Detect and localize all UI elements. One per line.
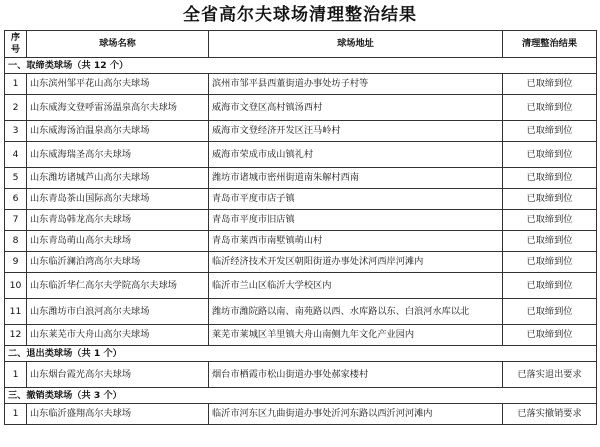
section-row-exit <box>5 346 597 362</box>
cell-result: 已落实退出要求 <box>503 362 597 388</box>
section-label: 三、撤销类球场（共 3 个） <box>5 388 597 404</box>
table-row <box>5 325 597 346</box>
cell-result: 已取缔到位 <box>503 273 597 299</box>
cell-result: 已取缔到位 <box>503 168 597 189</box>
cell-address: 青岛市平度市店子镇 <box>209 189 503 210</box>
cell-no: 8 <box>5 231 27 252</box>
cell-address: 青岛市莱西市南墅镇萌山村 <box>209 231 503 252</box>
header-name: 球场名称 <box>27 31 209 58</box>
cell-result: 已取缔到位 <box>503 142 597 168</box>
cell-address: 威海市荣成市成山镇礼村 <box>209 142 503 168</box>
cell-name: 山东莱芜市大舟山高尔夫球场 <box>27 325 209 346</box>
table-row <box>5 231 597 252</box>
cell-result: 已取缔到位 <box>503 252 597 273</box>
cell-result: 已取缔到位 <box>503 189 597 210</box>
cell-address: 烟台市栖霞市松山街道办事处郝家楼村 <box>209 362 503 388</box>
cell-no: 10 <box>5 273 27 299</box>
cell-no: 7 <box>5 210 27 231</box>
cell-address: 潍坊市潍院路以南、南苑路以西、水库路以东、白浪河水库以北 <box>209 299 503 325</box>
cell-result: 已取缔到位 <box>503 325 597 346</box>
cell-address: 青岛市平度市旧店镇 <box>209 210 503 231</box>
table-row <box>5 189 597 210</box>
cell-no: 5 <box>5 168 27 189</box>
cell-no: 1 <box>5 404 27 425</box>
cell-no: 2 <box>5 95 27 121</box>
cell-no: 1 <box>5 74 27 95</box>
cell-no: 1 <box>5 362 27 388</box>
cell-name: 山东青岛萌山高尔夫球场 <box>27 231 209 252</box>
cell-result: 已落实撤销要求 <box>503 404 597 425</box>
cell-name: 山东威海瑞圣高尔夫球场 <box>27 142 209 168</box>
cell-name: 山东滨州邹平花山高尔夫球场 <box>27 74 209 95</box>
cell-name: 山东临沂澜泊湾高尔夫球场 <box>27 252 209 273</box>
cell-name: 山东潍坊市白浪河高尔夫球场 <box>27 299 209 325</box>
section-row-ban <box>5 58 597 74</box>
table-row <box>5 142 597 168</box>
section-label: 一、取缔类球场（共 12 个） <box>5 58 597 74</box>
golf-course-table <box>4 30 597 425</box>
header-address: 球场地址 <box>209 31 503 58</box>
cell-name: 山东烟台霞光高尔夫球场 <box>27 362 209 388</box>
table-row <box>5 362 597 388</box>
cell-no: 3 <box>5 121 27 142</box>
cell-no: 9 <box>5 252 27 273</box>
cell-address: 滨州市邹平县西董街道办事处坊子村等 <box>209 74 503 95</box>
cell-address: 潍坊市诸城市密州街道南朱解村西南 <box>209 168 503 189</box>
section-row-revoke <box>5 388 597 404</box>
cell-result: 已取缔到位 <box>503 210 597 231</box>
cell-result: 已取缔到位 <box>503 121 597 142</box>
cell-name: 山东威海文登呼雷汤温泉高尔夫球场 <box>27 95 209 121</box>
cell-address: 莱芜市莱城区羊里镇大舟山南侧九年文化产业园内 <box>209 325 503 346</box>
cell-result: 已取缔到位 <box>503 231 597 252</box>
cell-name: 山东潍坊诸城芦山高尔夫球场 <box>27 168 209 189</box>
cell-no: 11 <box>5 299 27 325</box>
cell-address: 临沂市河东区九曲街道办事处沂河东路以西沂河河滩内 <box>209 404 503 425</box>
cell-name: 山东青岛韩龙高尔夫球场 <box>27 210 209 231</box>
table-row <box>5 121 597 142</box>
section-label: 二、退出类球场（共 1 个） <box>5 346 597 362</box>
cell-name: 山东青岛茶山国际高尔夫球场 <box>27 189 209 210</box>
cell-address: 临沂经济技术开发区朝阳街道办事处沭河西岸河滩内 <box>209 252 503 273</box>
cell-result: 已取缔到位 <box>503 95 597 121</box>
table-header-row <box>5 31 597 58</box>
table-row <box>5 252 597 273</box>
cell-no: 6 <box>5 189 27 210</box>
cell-address: 临沂市兰山区临沂大学校区内 <box>209 273 503 299</box>
cell-name: 山东临沂华仁高尔夫学院高尔夫球场 <box>27 273 209 299</box>
cell-address: 威海市文登经济开发区汪马岭村 <box>209 121 503 142</box>
table-row <box>5 168 597 189</box>
table-row <box>5 299 597 325</box>
table-row <box>5 273 597 299</box>
cell-name: 山东临沂盛翔高尔夫球场 <box>27 404 209 425</box>
table-row <box>5 404 597 425</box>
cell-no: 12 <box>5 325 27 346</box>
table-row <box>5 95 597 121</box>
cell-address: 威海市文登区高村镇汤西村 <box>209 95 503 121</box>
cell-result: 已取缔到位 <box>503 299 597 325</box>
table-row <box>5 74 597 95</box>
cell-name: 山东威海汤泊温泉高尔夫球场 <box>27 121 209 142</box>
table-row <box>5 210 597 231</box>
page-title: 全省高尔夫球场清理整治结果 <box>183 5 417 25</box>
cell-result: 已取缔到位 <box>503 74 597 95</box>
header-result: 清理整治结果 <box>503 31 597 58</box>
cell-no: 4 <box>5 142 27 168</box>
header-no: 序号 <box>5 31 27 58</box>
